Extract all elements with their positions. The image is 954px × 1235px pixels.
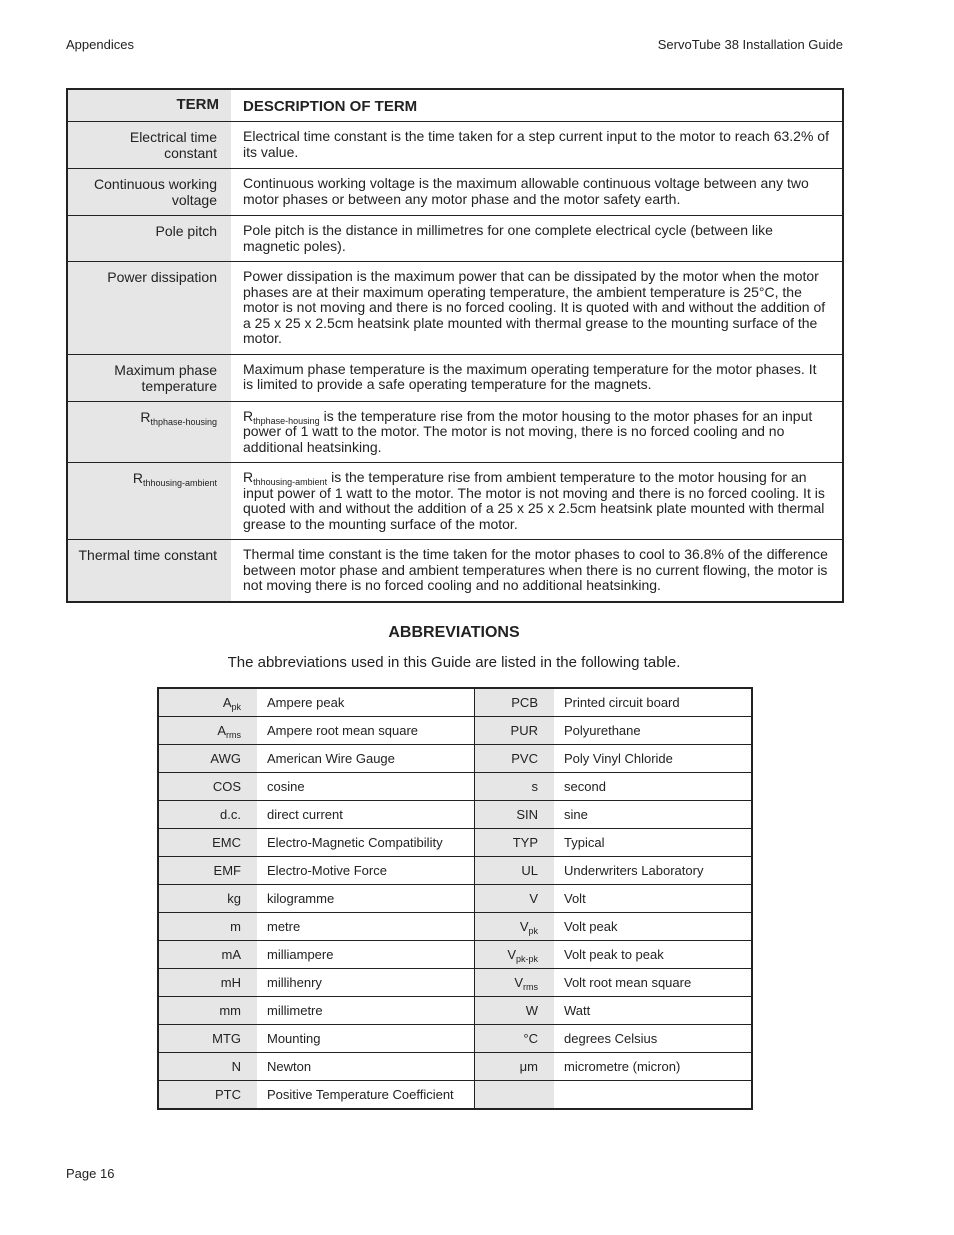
- abbreviation-meaning: Volt peak to peak: [554, 941, 752, 969]
- abbreviations-intro: The abbreviations used in this Guide are listed in the following table.: [227, 654, 681, 671]
- abbreviation-code: N: [158, 1053, 257, 1081]
- glossary-desc: Continuous working voltage is the maximum allowable continuous voltage between any two motor phases or between any motor phase and the motor safety earth.: [243, 175, 809, 207]
- glossary-row: [67, 122, 843, 169]
- abbreviation-meaning: degrees Celsius: [554, 1025, 752, 1053]
- glossary-col-desc: DESCRIPTION OF TERM: [243, 98, 418, 115]
- glossary-table: [66, 88, 844, 603]
- glossary-row: [67, 216, 843, 262]
- abbreviation-code: $A_{rms}$: [158, 717, 257, 745]
- abbreviation-code: $V_{rms}$: [475, 969, 555, 997]
- glossary-desc: $R_{thphase-housing}$ is the temperature rise from the motor housing to the motor phases for an input power of 1 watt to the motor. The motor is not moving, there is no forced cooling and no additional heatsinking.: [243, 407, 813, 455]
- abbreviation-row: [158, 1081, 752, 1110]
- glossary-desc: Maximum phase temperature is the maximum operating temperature for the motor phases. It is limited to provide a safe operating temperature for the magnets.: [243, 360, 817, 392]
- abbreviation-code: EMF: [158, 857, 257, 885]
- abbreviation-code: EMC: [158, 829, 257, 857]
- running-header-title: ServoTube 38 Installation Guide: [657, 37, 843, 52]
- abbreviation-row: [158, 688, 752, 717]
- abbreviation-meaning: Ampere peak: [257, 688, 475, 717]
- glossary-desc: Thermal time constant is the time taken for the motor phases to cool to 36.8% of the difference between motor phase and ambient temperatures when there is no current flowing, the motor is not moving there is no forced cooling and no additional heatsinking.: [243, 546, 828, 593]
- glossary-desc: $R_{thhousing-ambient}$ is the temperature rise from ambient temperature to the motor housing for an input power of 1 watt to the motor. The motor is not moving and there is no forced cooling. It is quoted with and without the addition of a 25 x 25 x 2.5cm heatsink plate mounted with thermal grease to the mounting surface of the motor.: [243, 469, 825, 532]
- glossary-desc: Pole pitch is the distance in millimetres for one complete electrical cycle (between like magnetic poles).: [243, 222, 773, 254]
- abbreviation-meaning: Ampere root mean square: [257, 717, 475, 745]
- abbreviation-meaning: metre: [257, 913, 475, 941]
- abbreviation-row: [158, 717, 752, 745]
- abbreviation-meaning: kilogramme: [257, 885, 475, 913]
- glossary-row: [67, 463, 843, 540]
- abbreviation-code: mm: [158, 997, 257, 1025]
- abbreviation-code: PVC: [475, 745, 555, 773]
- abbreviation-meaning: Volt peak: [554, 913, 752, 941]
- abbreviation-row: [158, 857, 752, 885]
- abbreviation-meaning: Printed circuit board: [564, 695, 680, 710]
- abbreviation-row: [158, 773, 752, 801]
- abbreviation-code: V: [475, 885, 555, 913]
- abbreviation-code: [475, 1081, 555, 1110]
- abbreviation-meaning: direct current: [257, 801, 475, 829]
- abbreviation-row: [158, 829, 752, 857]
- glossary-desc: Power dissipation is the maximum power that can be dissipated by the motor when the motor phases are at their maximum operating temperature, the ambient temperature is 25°C, the motor is not moving and there is no forced cooling. It is quoted with and without the addition of a 25 x 25 x 2.5cm heatsink plate mounted with thermal grease to the mounting surface of the motor.: [243, 268, 826, 346]
- abbreviation-row: [158, 1053, 752, 1081]
- page-number: Page 16: [66, 1166, 115, 1181]
- glossary-desc: Electrical time constant is the time taken for a step current input to the motor to reach 63.2% of its value.: [243, 128, 829, 160]
- abbreviation-meaning: Positive Temperature Coefficient: [257, 1081, 475, 1110]
- abbreviation-row: [158, 745, 752, 773]
- abbreviations-table: [157, 687, 753, 1110]
- abbreviation-code: SIN: [475, 801, 555, 829]
- running-header-section: Appendices: [66, 37, 134, 52]
- abbreviation-meaning: millimetre: [257, 997, 475, 1025]
- abbreviation-code: $V_{pk-pk}$: [475, 941, 555, 969]
- abbreviation-meaning: Poly Vinyl Chloride: [554, 745, 752, 773]
- abbreviation-meaning: Mounting: [257, 1025, 475, 1053]
- glossary-term: Pole pitch: [67, 216, 231, 262]
- abbreviation-row: [158, 801, 752, 829]
- glossary-term: $R_{thphase-housing}$: [67, 401, 231, 463]
- abbreviation-code: TYP: [475, 829, 555, 857]
- abbreviation-meaning: Polyurethane: [554, 717, 752, 745]
- glossary-col-term: TERM: [67, 89, 231, 122]
- abbreviation-meaning: Newton: [257, 1053, 475, 1081]
- abbreviation-row: [158, 941, 752, 969]
- abbreviation-meaning: Watt: [554, 997, 752, 1025]
- abbreviation-meaning: Electro-Magnetic Compatibility: [257, 829, 475, 857]
- abbreviation-meaning: micrometre (micron): [554, 1053, 752, 1081]
- abbreviation-code: $V_{pk}$: [475, 913, 555, 941]
- abbreviation-code: W: [475, 997, 555, 1025]
- abbreviation-meaning: cosine: [257, 773, 475, 801]
- abbreviation-code: mH: [158, 969, 257, 997]
- glossary-row: [67, 540, 843, 602]
- abbreviation-code: $A_{pk}$: [158, 688, 257, 717]
- abbreviations-heading: ABBREVIATIONS: [388, 624, 520, 641]
- glossary-row: [67, 354, 843, 401]
- abbreviation-row: [158, 969, 752, 997]
- abbreviation-code: mA: [158, 941, 257, 969]
- abbreviation-code: PTC: [158, 1081, 257, 1110]
- abbreviation-meaning: milliampere: [257, 941, 475, 969]
- abbreviation-code: °C: [475, 1025, 555, 1053]
- abbreviation-code: PUR: [475, 717, 555, 745]
- abbreviation-meaning: millihenry: [257, 969, 475, 997]
- abbreviation-meaning: [554, 1081, 752, 1110]
- abbreviation-row: [158, 1025, 752, 1053]
- abbreviation-code: UL: [475, 857, 555, 885]
- abbreviation-row: [158, 997, 752, 1025]
- glossary-term: $R_{thhousing-ambient}$: [67, 463, 231, 540]
- abbreviation-meaning: Electro-Motive Force: [257, 857, 475, 885]
- abbreviation-meaning: Volt root mean square: [554, 969, 752, 997]
- glossary-term: Thermal time constant: [67, 540, 231, 602]
- abbreviation-code: m: [158, 913, 257, 941]
- abbreviation-meaning: American Wire Gauge: [257, 745, 475, 773]
- glossary-term: Electrical time constant: [67, 122, 231, 169]
- glossary-term: Maximum phase temperature: [67, 354, 231, 401]
- glossary-row: [67, 169, 843, 216]
- abbreviation-row: [158, 885, 752, 913]
- glossary-row: [67, 262, 843, 355]
- abbreviation-meaning: second: [554, 773, 752, 801]
- glossary-term: Continuous working voltage: [67, 169, 231, 216]
- glossary-term: Power dissipation: [67, 262, 231, 355]
- abbreviation-meaning: sine: [554, 801, 752, 829]
- glossary-header-row: [67, 89, 843, 122]
- abbreviation-code: MTG: [158, 1025, 257, 1053]
- abbreviation-meaning: Underwriters Laboratory: [554, 857, 752, 885]
- glossary-row: [67, 401, 843, 463]
- abbreviation-row: [158, 913, 752, 941]
- abbreviation-code: s: [475, 773, 555, 801]
- abbreviation-code: kg: [158, 885, 257, 913]
- abbreviation-meaning: Volt: [554, 885, 752, 913]
- abbreviation-code: AWG: [158, 745, 257, 773]
- abbreviation-meaning: Typical: [554, 829, 752, 857]
- abbreviation-code: COS: [158, 773, 257, 801]
- abbreviation-code: d.c.: [158, 801, 257, 829]
- abbreviation-code: μm: [475, 1053, 555, 1081]
- abbreviation-code: PCB: [475, 688, 555, 717]
